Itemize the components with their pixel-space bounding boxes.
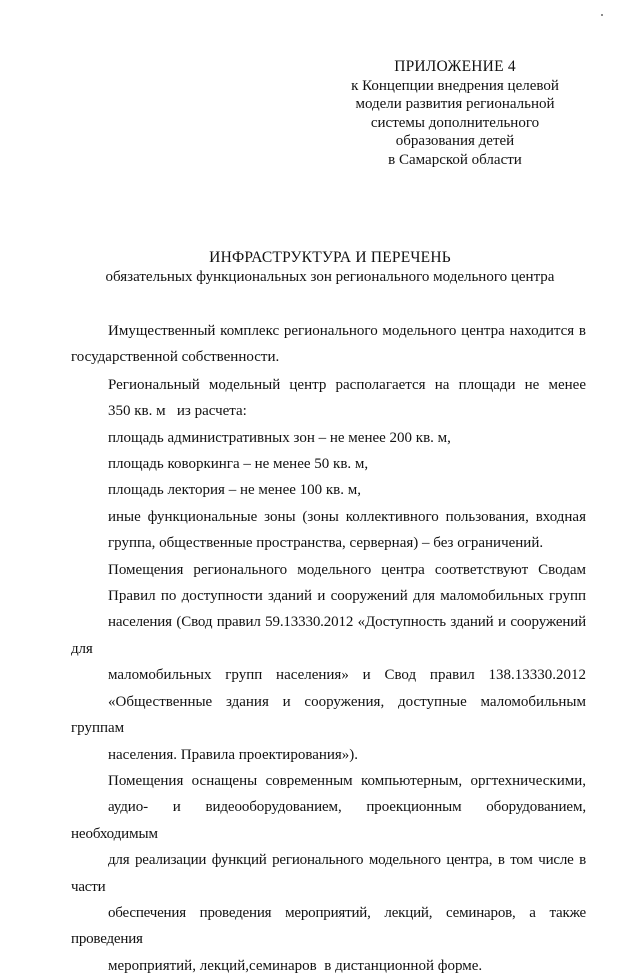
paragraph xyxy=(71,372,586,425)
paragraph xyxy=(71,504,586,557)
paragraph xyxy=(71,477,586,503)
appendix-line: системы дополнительного xyxy=(370,114,540,131)
paragraph-line: мероприятий, лекций,семинаров в дистанционной форме. xyxy=(108,957,483,974)
heading-title: ИНФРАСТРУКТУРА И ПЕРЕЧЕНЬ xyxy=(209,249,451,266)
paragraph-line: площадь административных зон – не менее 200 кв. м, xyxy=(108,429,451,446)
paragraph xyxy=(71,318,586,371)
paragraph-line: Имущественный комплекс регионального модельного центра находится в xyxy=(108,323,586,339)
paragraph-line: государственной собственности. xyxy=(71,349,280,366)
paragraph-line: Правил по доступности зданий и сооружений для маломобильных групп xyxy=(108,588,586,605)
paragraph xyxy=(71,425,586,451)
paragraph-line: иные функциональные зоны (зоны коллективного пользования, входная xyxy=(108,508,586,525)
paragraph-line: населения (Свод правил 59.13330.2012 «Доступность зданий и сооружений для xyxy=(71,614,586,657)
appendix-line: в Самарской области xyxy=(388,151,522,168)
document-heading xyxy=(60,248,600,287)
paragraph-line: «Общественные здания и сооружения, доступные маломобильным группам xyxy=(71,693,586,737)
paragraph-line: Помещения регионального модельного центра соответствуют Сводам xyxy=(108,561,586,578)
paragraph-line: площадь коворкинга – не менее 50 кв. м, xyxy=(108,456,369,473)
paragraph-line: Региональный модельный центр располагается на площади не менее xyxy=(108,376,586,393)
paragraph xyxy=(71,768,586,979)
appendix-line: модели развития региональной xyxy=(355,96,555,112)
appendix-block xyxy=(320,58,590,169)
paragraph-line: для реализации функций регионального модельного центра, в том числе в части xyxy=(71,852,586,895)
paragraph-line: группа, общественные пространства, серверная) – без ограничений. xyxy=(108,535,544,552)
paragraph xyxy=(71,451,586,477)
paragraph-line: аудио- и видеооборудованием, проекционным оборудованием, необходимым xyxy=(71,799,586,842)
appendix-line: к Концепции внедрения целевой xyxy=(351,77,559,94)
paragraph-line: площадь лектория – не менее 100 кв. м, xyxy=(108,482,362,499)
appendix-line: образования детей xyxy=(395,133,515,149)
scan-speck xyxy=(601,14,603,16)
heading-subtitle: обязательных функциональных зон регионального модельного центра xyxy=(105,269,555,285)
appendix-title: ПРИЛОЖЕНИЕ 4 xyxy=(394,58,516,75)
document-body xyxy=(71,318,586,979)
paragraph xyxy=(71,557,586,768)
paragraph-line: населения. Правила проектирования»). xyxy=(108,746,359,763)
paragraph-line: обеспечения проведения мероприятий, лекций, семинаров, а также проведения xyxy=(71,904,586,948)
paragraph-line: Помещения оснащены современным компьютерным, оргтехническими, xyxy=(108,772,586,789)
paragraph-line: маломобильных групп населения» и Свод правил 138.13330.2012 xyxy=(108,667,586,684)
paragraph-line: 350 кв. м из расчета: xyxy=(108,403,247,420)
